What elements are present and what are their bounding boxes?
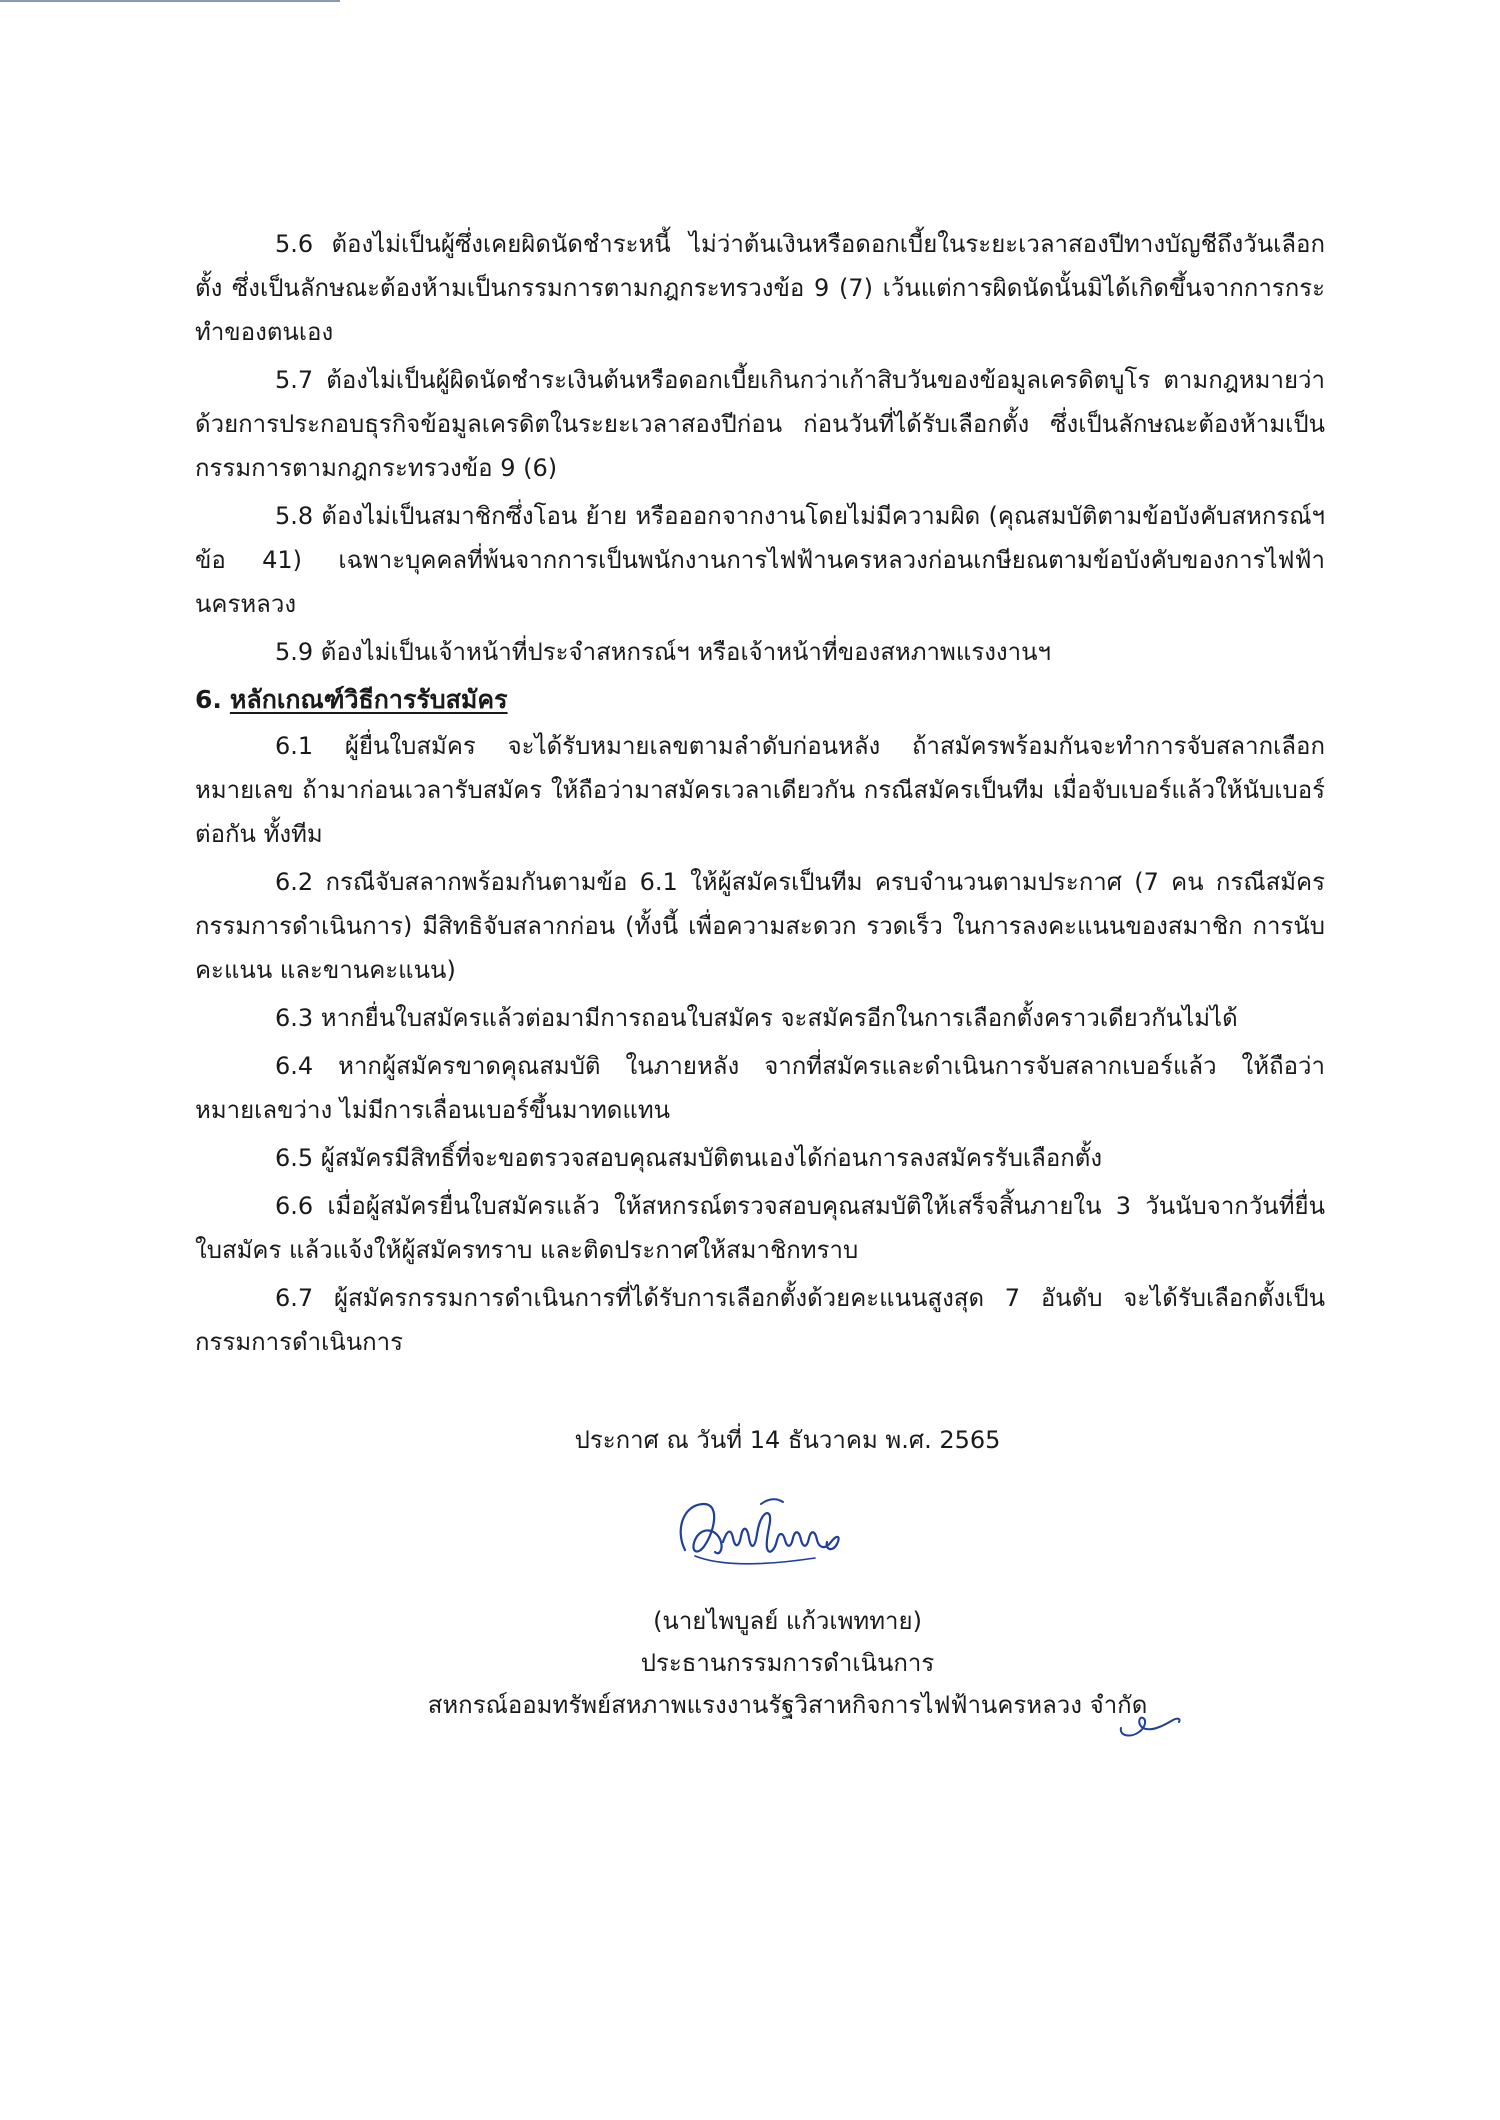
clause-5-6: 5.6 ต้องไม่เป็นผู้ซึ่งเคยผิดนัดชำระหนี้ ไม่ว่าต้นเงินหรือดอกเบี้ยในระยะเวลาสองปีทางบัญชีถึงวันเลือกตั้ง ซึ่งเป็นลักษณะต้องห้ามเป็นกรรมการตามกฎกระทรวงข้อ 9 (7) เว้นแต่การผิดนัดนั้นมิได้เกิดขึ้นจากการกระทำของตนเอง <box>195 230 1325 346</box>
clause-5-9: 5.9 ต้องไม่เป็นเจ้าหน้าที่ประจำสหกรณ์ฯ หรือเจ้าหน้าที่ของสหภาพแรงงานฯ <box>275 638 1052 666</box>
section-6-heading <box>195 678 1325 722</box>
clause-6-7: 6.7 ผู้สมัครกรรมการดำเนินการที่ได้รับการเลือกตั้งด้วยคะแนนสูงสุด 7 อันดับ จะได้รับเลือกตั้งเป็นกรรมการดำเนินการ <box>195 1284 1325 1356</box>
signature-image <box>665 1490 865 1580</box>
signer-name: (นายไพบูลย์ แก้วเพททาย) <box>653 1607 922 1635</box>
clause-6-1: 6.1 ผู้ยื่นใบสมัคร จะได้รับหมายเลขตามลำดับก่อนหลัง ถ้าสมัครพร้อมกันจะทำการจับสลากเลือกหมายเลข ถ้ามาก่อนเวลารับสมัคร ให้ถือว่ามาสมัครเวลาเดียวกัน กรณีสมัครเป็นทีม เมื่อจับเบอร์แล้วให้นับเบอร์ต่อกัน ทั้งทีม <box>195 732 1325 848</box>
top-edge-rule <box>0 0 340 2</box>
clause-6-6: 6.6 เมื่อผู้สมัครยื่นใบสมัครแล้ว ให้สหกรณ์ตรวจสอบคุณสมบัติให้เสร็จสิ้นภายใน 3 วันนับจากวันที่ยื่นใบสมัคร แล้วแจ้งให้ผู้สมัครทราบ และติดประกาศให้สมาชิกทราบ <box>195 1192 1325 1264</box>
signer-organization: สหกรณ์ออมทรัพย์สหภาพแรงงานรัฐวิสาหกิจการไฟฟ้านครหลวง จำกัด <box>427 1691 1148 1719</box>
signer-position: ประธานกรรมการดำเนินการ <box>640 1649 935 1677</box>
document-body <box>195 222 1325 1368</box>
section-6-number: 6. <box>195 685 222 714</box>
clause-6-5: 6.5 ผู้สมัครมีสิทธิ์ที่จะขอตรวจสอบคุณสมบัติตนเองได้ก่อนการลงสมัครรับเลือกตั้ง <box>275 1144 1103 1172</box>
initial-mark <box>1115 1700 1185 1740</box>
clause-5-8: 5.8 ต้องไม่เป็นสมาชิกซึ่งโอน ย้าย หรือออกจากงานโดยไม่มีความผิด (คุณสมบัติตามข้อบังคับสหกรณ์ฯ ข้อ 41) เฉพาะบุคคลที่พ้นจากการเป็นพนักงานการไฟฟ้านครหลวงก่อนเกษียณตามข้อบังคับของการไฟฟ้านครหลวง <box>195 502 1325 618</box>
clause-6-2: 6.2 กรณีจับสลากพร้อมกันตามข้อ 6.1 ให้ผู้สมัครเป็นทีม ครบจำนวนตามประกาศ (7 คน กรณีสมัครกรรมการดำเนินการ) มีสิทธิจับสลากก่อน (ทั้งนี้ เพื่อความสะดวก รวดเร็ว ในการลงคะแนนของสมาชิก การนับคะแนน และขานคะแนน) <box>195 868 1325 984</box>
section-6-title: หลักเกณฑ์วิธีการรับสมัคร <box>229 685 508 714</box>
clause-6-3: 6.3 หากยื่นใบสมัครแล้วต่อมามีการถอนใบสมัคร จะสมัครอีกในการเลือกตั้งคราวเดียวกันไม่ได้ <box>275 1004 1238 1032</box>
announcement-date: ประกาศ ณ วันที่ 14 ธันวาคม พ.ศ. 2565 <box>574 1426 1001 1454</box>
signer-block <box>0 1600 1500 1726</box>
clause-5-7: 5.7 ต้องไม่เป็นผู้ผิดนัดชำระเงินต้นหรือดอกเบี้ยเกินกว่าเก้าสิบวันของข้อมูลเครดิตบูโร ตามกฎหมายว่าด้วยการประกอบธุรกิจข้อมูลเครดิตในระยะเวลาสองปีก่อน ก่อนวันที่ได้รับเลือกตั้ง ซึ่งเป็นลักษณะต้องห้ามเป็นกรรมการตามกฎกระทรวงข้อ 9 (6) <box>195 366 1325 482</box>
clause-6-4: 6.4 หากผู้สมัครขาดคุณสมบัติ ในภายหลัง จากที่สมัครและดำเนินการจับสลากเบอร์แล้ว ให้ถือว่าหมายเลขว่าง ไม่มีการเลื่อนเบอร์ขึ้นมาทดแทน <box>195 1052 1325 1124</box>
